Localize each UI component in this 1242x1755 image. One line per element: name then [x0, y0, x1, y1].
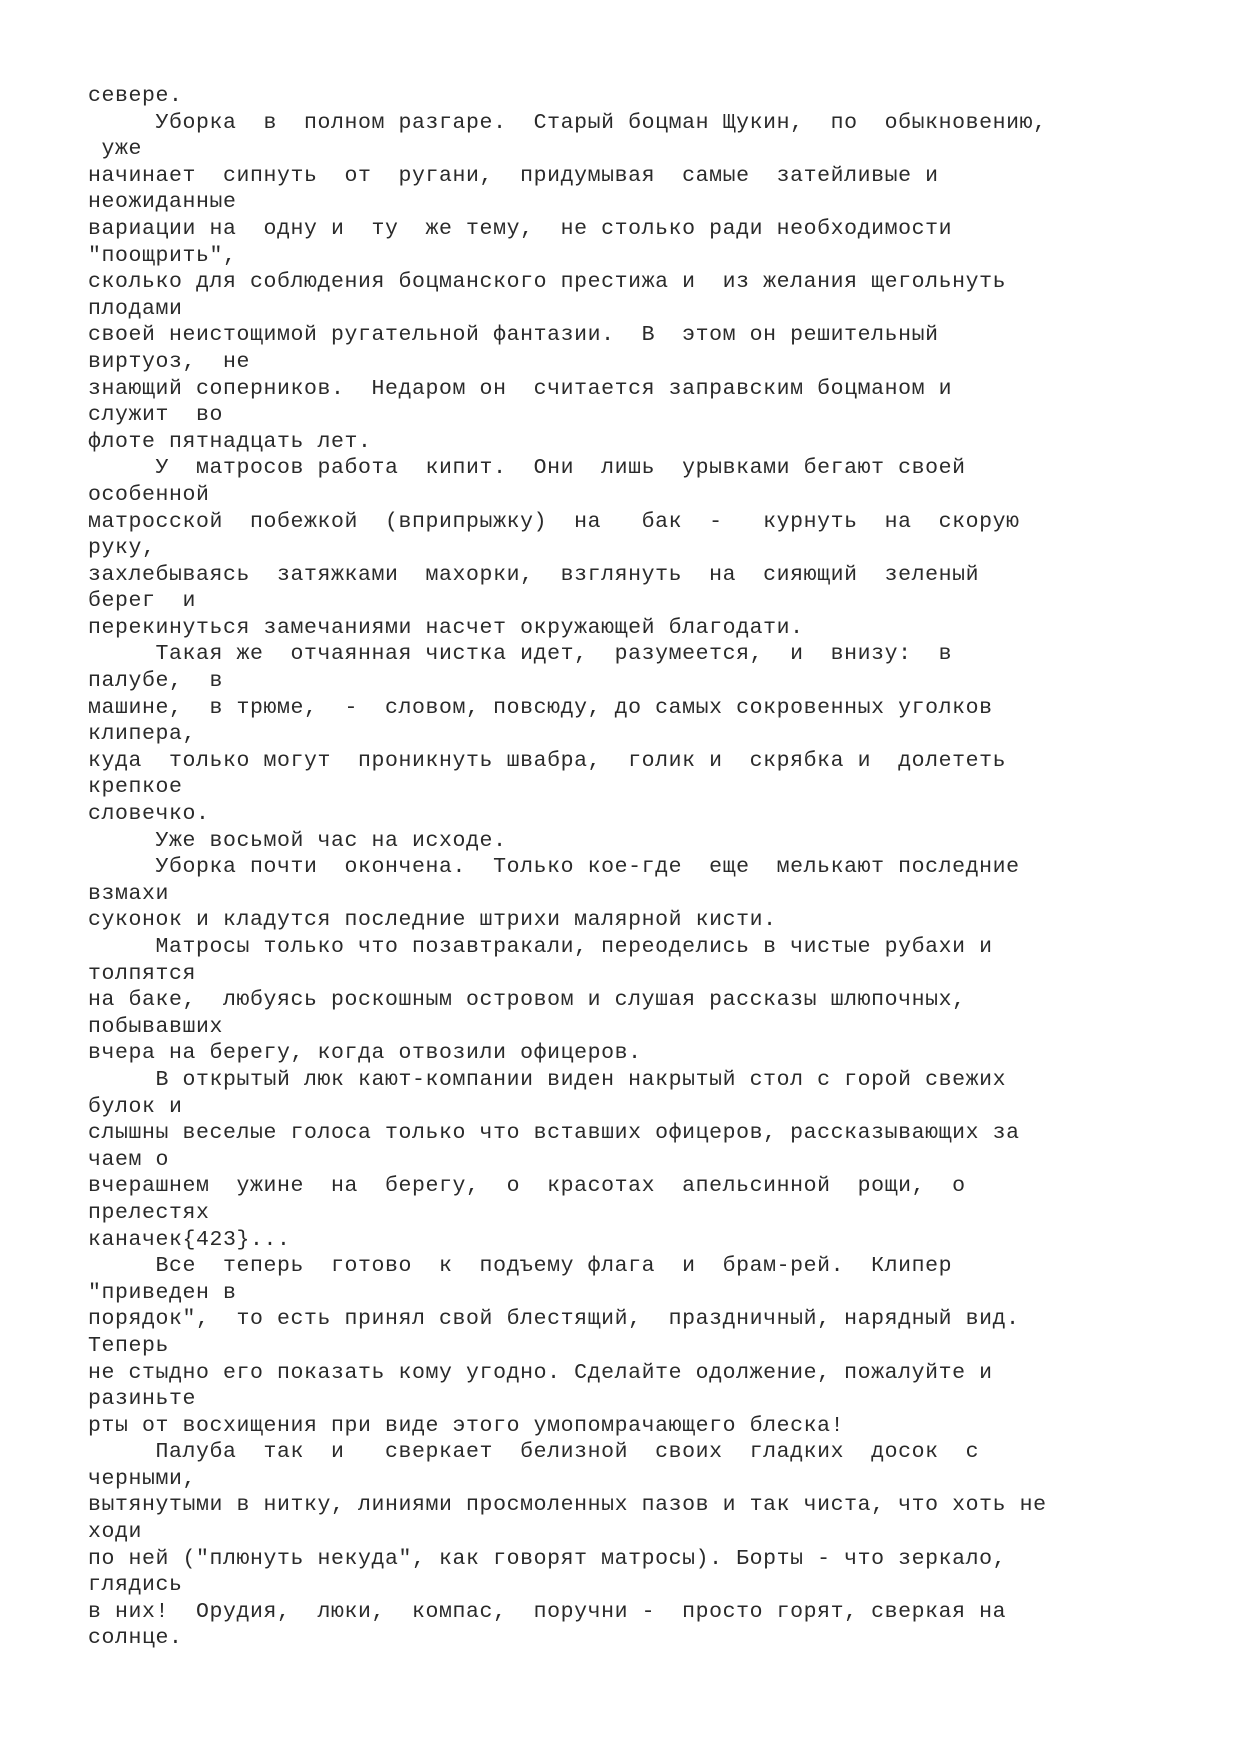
document-page: [88, 83, 1208, 1652]
text-line: в них! Орудия, люки, компас, поручни - просто горят, сверкая на: [88, 1599, 1007, 1624]
text-line: Матросы только что позавтракали, переоделись в чистые рубахи и: [88, 935, 993, 959]
text-line: "поощрить",: [88, 243, 237, 268]
text-line: суконок и кладутся последние штрихи малярной кисти.: [88, 908, 777, 933]
text-line: палубе, в: [88, 669, 224, 694]
text-line: вчера на берегу, когда отвозили офицеров.: [88, 1041, 642, 1066]
text-line: особенной: [88, 482, 210, 507]
text-line: чаем о: [88, 1147, 170, 1172]
text-line: знающий соперников. Недаром он считается заправским боцманом и: [88, 376, 953, 401]
text-line: глядись: [88, 1573, 183, 1598]
text-line: солнце.: [88, 1626, 183, 1651]
text-line: по ней ("плюнуть некуда", как говорят матросы). Борты - что зеркало,: [88, 1546, 1007, 1571]
text-line: служит во: [88, 403, 224, 428]
text-line: куда только могут проникнуть швабра, голик и скрябка и долететь: [88, 748, 1007, 773]
text-line: порядок", то есть принял свой блестящий, праздничный, нарядный вид.: [88, 1307, 1020, 1332]
text-line: своей неистощимой ругательной фантазии. В этом он решительный: [88, 323, 939, 348]
text-line: не стыдно его показать кому угодно. Сделайте одолжение, пожалуйте и: [88, 1360, 993, 1385]
text-line: неожиданные: [88, 190, 237, 215]
text-line: "приведен в: [88, 1280, 237, 1305]
text-line: вариации на одну и ту же тему, не столько ради необходимости: [88, 216, 953, 241]
text-line: разиньте: [88, 1387, 197, 1412]
text-line: плодами: [88, 296, 183, 321]
text-line: Уже восьмой час на исходе.: [88, 828, 507, 853]
text-line: на баке, любуясь роскошным островом и слушая рассказы шлюпочных,: [88, 988, 966, 1013]
text-line: перекинуться замечаниями насчет окружающей благодати.: [88, 615, 804, 640]
text-line: начинает сипнуть от ругани, придумывая самые затейливые и: [88, 163, 939, 188]
text-line: вчерашнем ужине на берегу, о красотах апельсинной рощи, о: [88, 1174, 966, 1199]
text-line: севере.: [88, 84, 183, 108]
text-line: черными,: [88, 1466, 197, 1491]
text-line: толпятся: [88, 961, 197, 986]
text-line: Теперь: [88, 1333, 170, 1358]
text-line: словечко.: [88, 802, 210, 827]
text-line: уже: [88, 137, 143, 162]
text-line: булок и: [88, 1094, 183, 1119]
text-line: виртуоз, не: [88, 349, 251, 374]
text-line: матросской побежкой (вприпрыжку) на бак - курнуть на скорую: [88, 509, 1020, 534]
text-line: слышны веселые голоса только что вставших офицеров, рассказывающих за: [88, 1121, 1020, 1146]
text-line: прелестях: [88, 1200, 210, 1225]
text-line: флоте пятнадцать лет.: [88, 429, 372, 454]
text-line: Палуба так и сверкает белизной своих гладких досок с: [88, 1440, 980, 1465]
text-line: машине, в трюме, - словом, повсюду, до самых сокровенных уголков: [88, 695, 993, 720]
text-line: побывавших: [88, 1014, 224, 1039]
text-line: У матросов работа кипит. Они лишь урывками бегают своей: [88, 456, 966, 481]
text-line: захлебываясь затяжками махорки, взглянуть на сияющий зеленый: [88, 562, 980, 587]
text-line: Такая же отчаянная чистка идет, разумеется, и внизу: в: [88, 642, 953, 667]
text-line: клипера,: [88, 722, 197, 747]
text-line: вытянутыми в нитку, линиями просмоленных пазов и так чиста, что хоть не: [88, 1493, 1047, 1518]
text-line: Все теперь готово к подъему флага и брам-рей. Клипер: [88, 1254, 953, 1279]
text-line: каначек{423}...: [88, 1227, 291, 1252]
text-line: руку,: [88, 536, 156, 561]
text-line: Уборка почти окончена. Только кое-где еще мелькают последние: [88, 855, 1020, 880]
text-line: ходи: [88, 1520, 143, 1545]
text-line: сколько для соблюдения боцманского престижа и из желания щегольнуть: [88, 270, 1007, 295]
text-line: рты от восхищения при виде этого умопомрачающего блеска!: [88, 1413, 845, 1438]
text-line: взмахи: [88, 881, 170, 906]
text-line: В открытый люк кают-компании виден накрытый стол с горой свежих: [88, 1067, 1007, 1092]
text-line: крепкое: [88, 775, 183, 800]
text-line: берег и: [88, 589, 197, 614]
text-line: Уборка в полном разгаре. Старый боцман Щукин, по обыкновению,: [88, 110, 1047, 135]
